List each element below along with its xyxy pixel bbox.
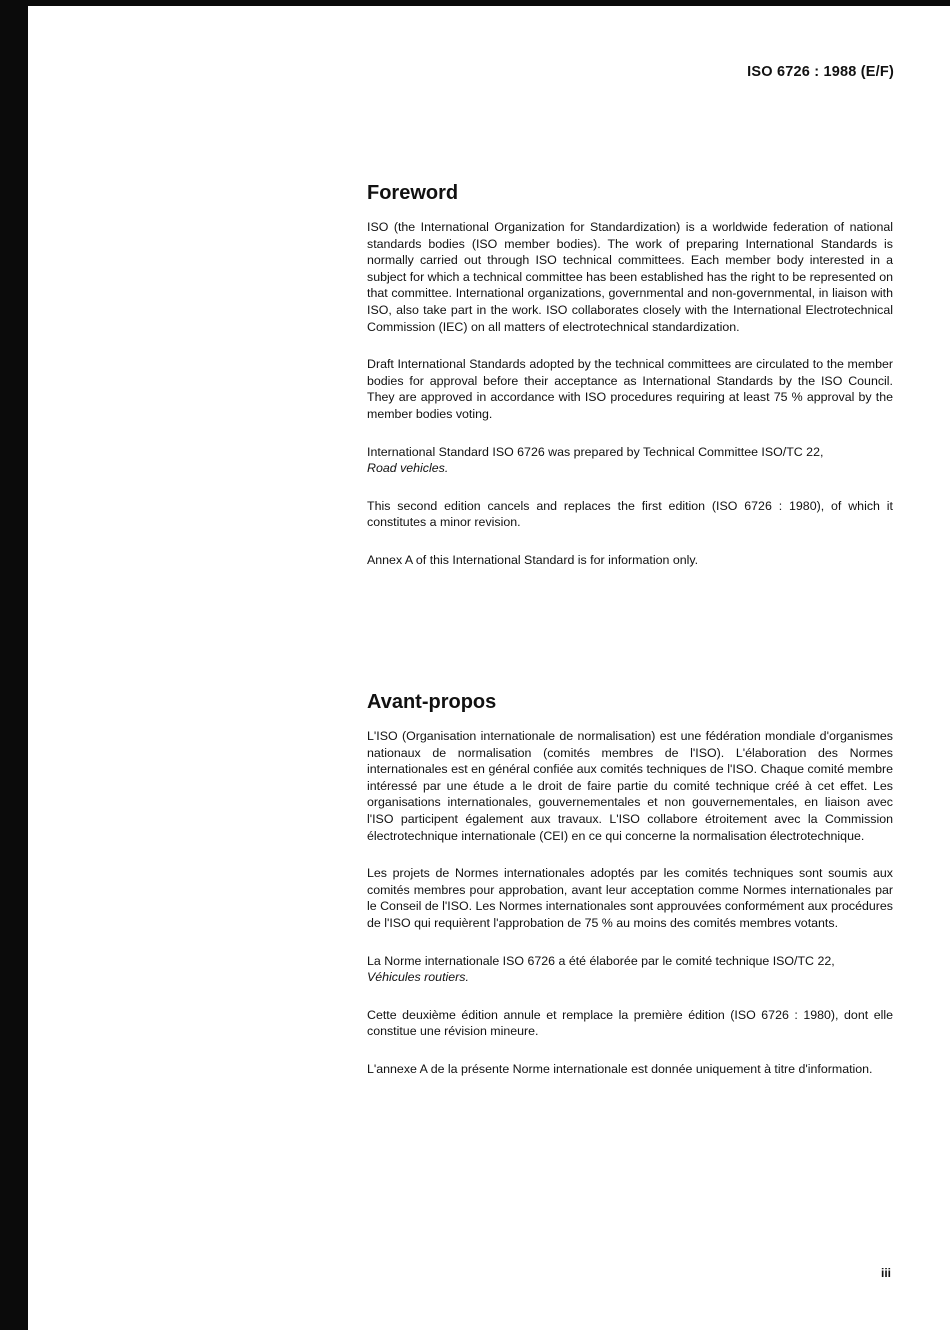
standard-id-header: ISO 6726 : 1988 (E/F) — [747, 64, 894, 80]
avant-propos-paragraph: L'ISO (Organisation internationale de normalisation) est une fédération mondiale d'organismes nationaux de normalisation (comités membres de l'ISO). L'élaboration des Normes internationales est en général confiée aux comités techniques de l'ISO. Chaque comité membre intéressé par une étude a le droit de faire partie du comité technique créé à cet effet. Les organisations internationales, gouvernementales et non gouvernementales, en liaison avec l'ISO participent également aux travaux. L'ISO collabore étroitement avec la Commission électrotechnique internationale (CEI) en ce qui concerne la normalisation électrotechnique. — [367, 729, 893, 843]
page-number: iii — [880, 1266, 891, 1280]
foreword-annex-note: Annex A of this International Standard is for information only. — [367, 552, 699, 567]
foreword-prepared-by — [367, 444, 893, 477]
scan-border-left — [0, 0, 28, 1330]
avant-propos-title: Avant-propos — [367, 691, 497, 713]
avant-propos-section — [367, 691, 893, 1078]
avant-propos-paragraph: Les projets de Normes internationales adoptés par les comités techniques sont soumis aux comités membres pour approbation, avant leur acceptation comme Normes internationales par le Conseil de l'ISO. Les Normes internationales sont approuvées conformément aux procédures de l'ISO qui requièrent l'approbation de 75 % au moins des comités membres votants. — [367, 866, 893, 930]
avant-propos-prepared-by — [367, 953, 893, 986]
avant-propos-prepared-by-text: La Norme internationale ISO 6726 a été élaborée par le comité technique ISO/TC 22, — [367, 953, 835, 968]
avant-propos-annex-note: L'annexe A de la présente Norme internationale est donnée uniquement à titre d'information. — [367, 1061, 873, 1076]
foreword-title: Foreword — [367, 182, 459, 204]
avant-propos-committee-name: Véhicules routiers. — [367, 970, 469, 985]
foreword-edition-note: This second edition cancels and replaces the first edition (ISO 6726 : 1980), of which it constitutes a minor revision. — [367, 498, 893, 530]
foreword-prepared-by-text: International Standard ISO 6726 was prepared by Technical Committee ISO/TC 22, — [367, 444, 824, 459]
avant-propos-edition-note: Cette deuxième édition annule et remplace la première édition (ISO 6726 : 1980), dont elle constitue une révision mineure. — [367, 1007, 893, 1039]
foreword-paragraph: Draft International Standards adopted by the technical committees are circulated to the member bodies for approval before their acceptance as International Standards by the ISO Council. They are approved in accordance with ISO procedures requiring at least 75 % approval by the member bodies voting. — [367, 357, 893, 421]
scan-border-top — [0, 0, 950, 6]
foreword-section — [367, 182, 893, 569]
foreword-committee-name: Road vehicles. — [367, 461, 449, 476]
foreword-paragraph: ISO (the International Organization for Standardization) is a worldwide federation of national standards bodies (ISO member bodies). The work of preparing International Standards is normally carried out through ISO technical committees. Each member body interested in a subject for which a technical committee has been established has the right to be represented on that committee. International organizations, governmental and non-governmental, in liaison with ISO, also take part in the work. ISO collaborates closely with the International Electrotechnical Commission (IEC) on all matters of electrotechnical standardization. — [367, 220, 893, 334]
